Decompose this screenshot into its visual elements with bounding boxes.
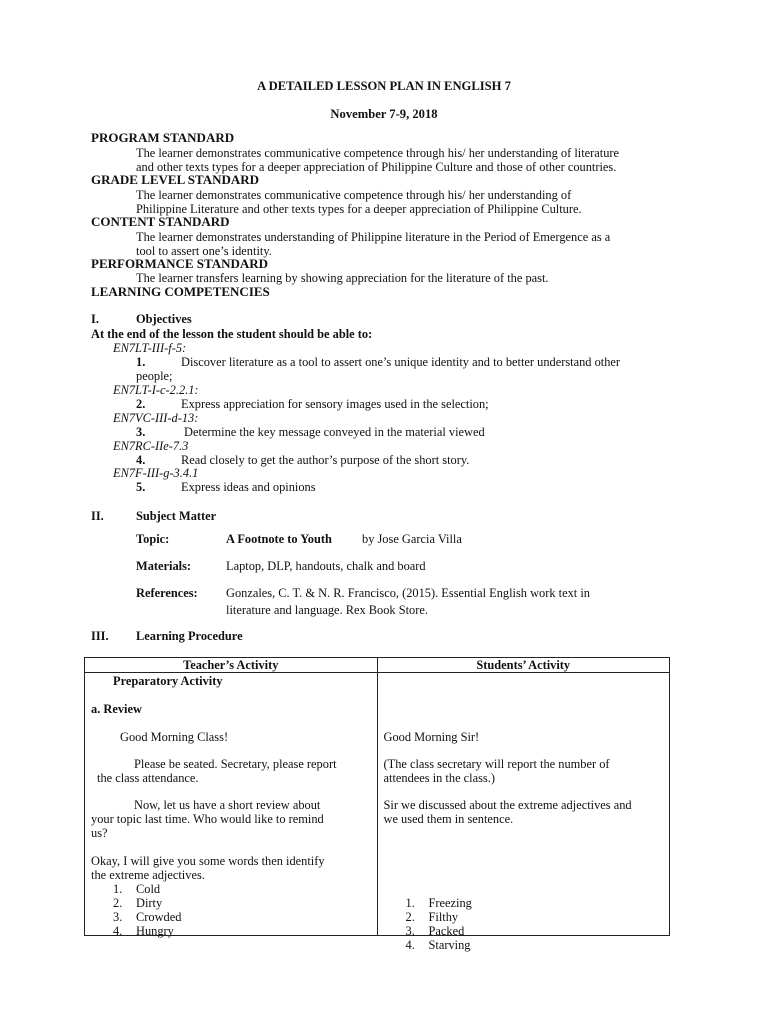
grade-level-standard-line2: Philippine Literature and other texts types for a deeper appreciation of Philippine Culture.: [136, 202, 582, 216]
teacher-seat-line2: the class attendance.: [97, 771, 199, 785]
students-review-line2: we used them in sentence.: [383, 812, 514, 826]
teacher-activity-header: Teacher’s Activity: [85, 658, 378, 673]
objective-number: 2.: [136, 397, 146, 411]
performance-standard-line1: The learner transfers learning by showing appreciation for the literature of the past.: [136, 271, 549, 285]
objectives-intro: At the end of the lesson the student should be able to:: [91, 327, 373, 341]
teacher-seat-line1: Please be seated. Secretary, please report: [134, 757, 337, 771]
objective-code: EN7F-III-g-3.4.1: [113, 466, 199, 480]
preparatory-activity-heading: Preparatory Activity: [113, 674, 223, 688]
objectives-heading: Objectives: [136, 312, 192, 326]
objective-text: Read closely to get the author’s purpose of the short story.: [181, 453, 470, 467]
students-activity-header: Students’ Activity: [377, 658, 670, 673]
students-attendance-line2: attendees in the class.): [383, 771, 495, 785]
answer-item: Freezing: [428, 896, 472, 910]
word-number: 2.: [113, 896, 123, 910]
objective-code: EN7LT-I-c-2.2.1:: [113, 383, 199, 397]
word-item: Crowded: [136, 910, 182, 924]
program-standard-line2: and other texts types for a deeper appreciation of Philippine Culture and those of other countries.: [136, 160, 617, 174]
word-item: Cold: [136, 882, 161, 896]
subject-matter-heading: Subject Matter: [136, 509, 217, 523]
program-standard-heading: PROGRAM STANDARD: [91, 130, 235, 145]
word-number: 1.: [113, 882, 123, 896]
content-standard-line1: The learner demonstrates understanding of Philippine literature in the Period of Emergence as a: [136, 230, 611, 244]
students-review-line1: Sir we discussed about the extreme adjectives and: [383, 798, 632, 812]
students-attendance-line1: (The class secretary will report the number of: [383, 757, 610, 771]
students-greeting: Good Morning Sir!: [383, 730, 480, 744]
topic-title: A Footnote to Youth: [226, 532, 332, 546]
answer-number: 1.: [405, 896, 415, 910]
references-line2: literature and language. Rex Book Store.: [226, 603, 428, 617]
answer-item: Starving: [428, 938, 471, 952]
content-standard-heading: CONTENT STANDARD: [91, 214, 230, 229]
topic-author: by Jose Garcia Villa: [362, 532, 462, 546]
word-item: Dirty: [136, 896, 163, 910]
students-activity-cell: [377, 673, 670, 952]
lesson-date: November 7-9, 2018: [330, 107, 438, 121]
references-label: References:: [136, 586, 198, 600]
teacher-review-line2: your topic last time. Who would like to remind: [91, 812, 324, 826]
grade-level-standard-heading: GRADE LEVEL STANDARD: [91, 172, 260, 187]
answer-item: Packed: [428, 924, 465, 938]
teacher-instruction-line1: Okay, I will give you some words then identify: [91, 854, 325, 868]
teacher-instruction-line2: the extreme adjectives.: [91, 868, 205, 882]
objective-number: 1.: [136, 355, 146, 369]
teacher-greeting: Good Morning Class!: [120, 730, 229, 744]
references-line1: Gonzales, C. T. & N. R. Francisco, (2015). Essential English work text in: [226, 586, 590, 600]
objective-number: 3.: [136, 425, 146, 439]
word-number: 4.: [113, 924, 123, 938]
materials-text: Laptop, DLP, handouts, chalk and board: [226, 559, 426, 573]
objective-code: EN7RC-IIe-7.3: [113, 439, 189, 453]
teacher-review-line3: us?: [91, 826, 108, 840]
subject-matter-numeral: II.: [91, 509, 104, 523]
word-number: 3.: [113, 910, 123, 924]
topic-label: Topic:: [136, 532, 170, 546]
word-item: Hungry: [136, 924, 174, 938]
program-standard-line1: The learner demonstrates communicative competence through his/ her understanding of literature: [136, 146, 620, 160]
answer-number: 2.: [405, 910, 415, 924]
teacher-activity-cell: [85, 673, 378, 936]
objective-text: Express ideas and opinions: [181, 480, 316, 494]
procedure-heading: Learning Procedure: [136, 629, 243, 643]
objectives-numeral: I.: [91, 312, 99, 326]
answer-item: Filthy: [428, 910, 459, 924]
objective-text: Express appreciation for sensory images used in the selection;: [181, 397, 489, 411]
answer-number: 4.: [405, 938, 415, 952]
answer-number: 3.: [405, 924, 415, 938]
teacher-review-line1: Now, let us have a short review about: [134, 798, 321, 812]
review-heading: a. Review: [91, 702, 142, 716]
procedure-numeral: III.: [91, 629, 109, 643]
objective-text: Discover literature as a tool to assert one’s unique identity and to better understand other: [181, 355, 621, 369]
objective-code: EN7LT-III-f-5:: [113, 341, 187, 355]
objective-text: Determine the key message conveyed in the material viewed: [184, 425, 485, 439]
activity-table: [84, 657, 670, 952]
learning-competencies-heading: LEARNING COMPETENCIES: [91, 284, 270, 299]
materials-label: Materials:: [136, 559, 192, 573]
objective-number: 5.: [136, 480, 146, 494]
performance-standard-heading: PERFORMANCE STANDARD: [91, 256, 269, 271]
objective-code: EN7VC-III-d-13:: [113, 411, 199, 425]
content-standard-line2: tool to assert one’s identity.: [136, 244, 272, 258]
objective-number: 4.: [136, 453, 146, 467]
grade-level-standard-line1: The learner demonstrates communicative competence through his/ her understanding of: [136, 188, 572, 202]
page-title: A DETAILED LESSON PLAN IN ENGLISH 7: [257, 79, 511, 93]
objective-text-cont: people;: [136, 369, 173, 383]
